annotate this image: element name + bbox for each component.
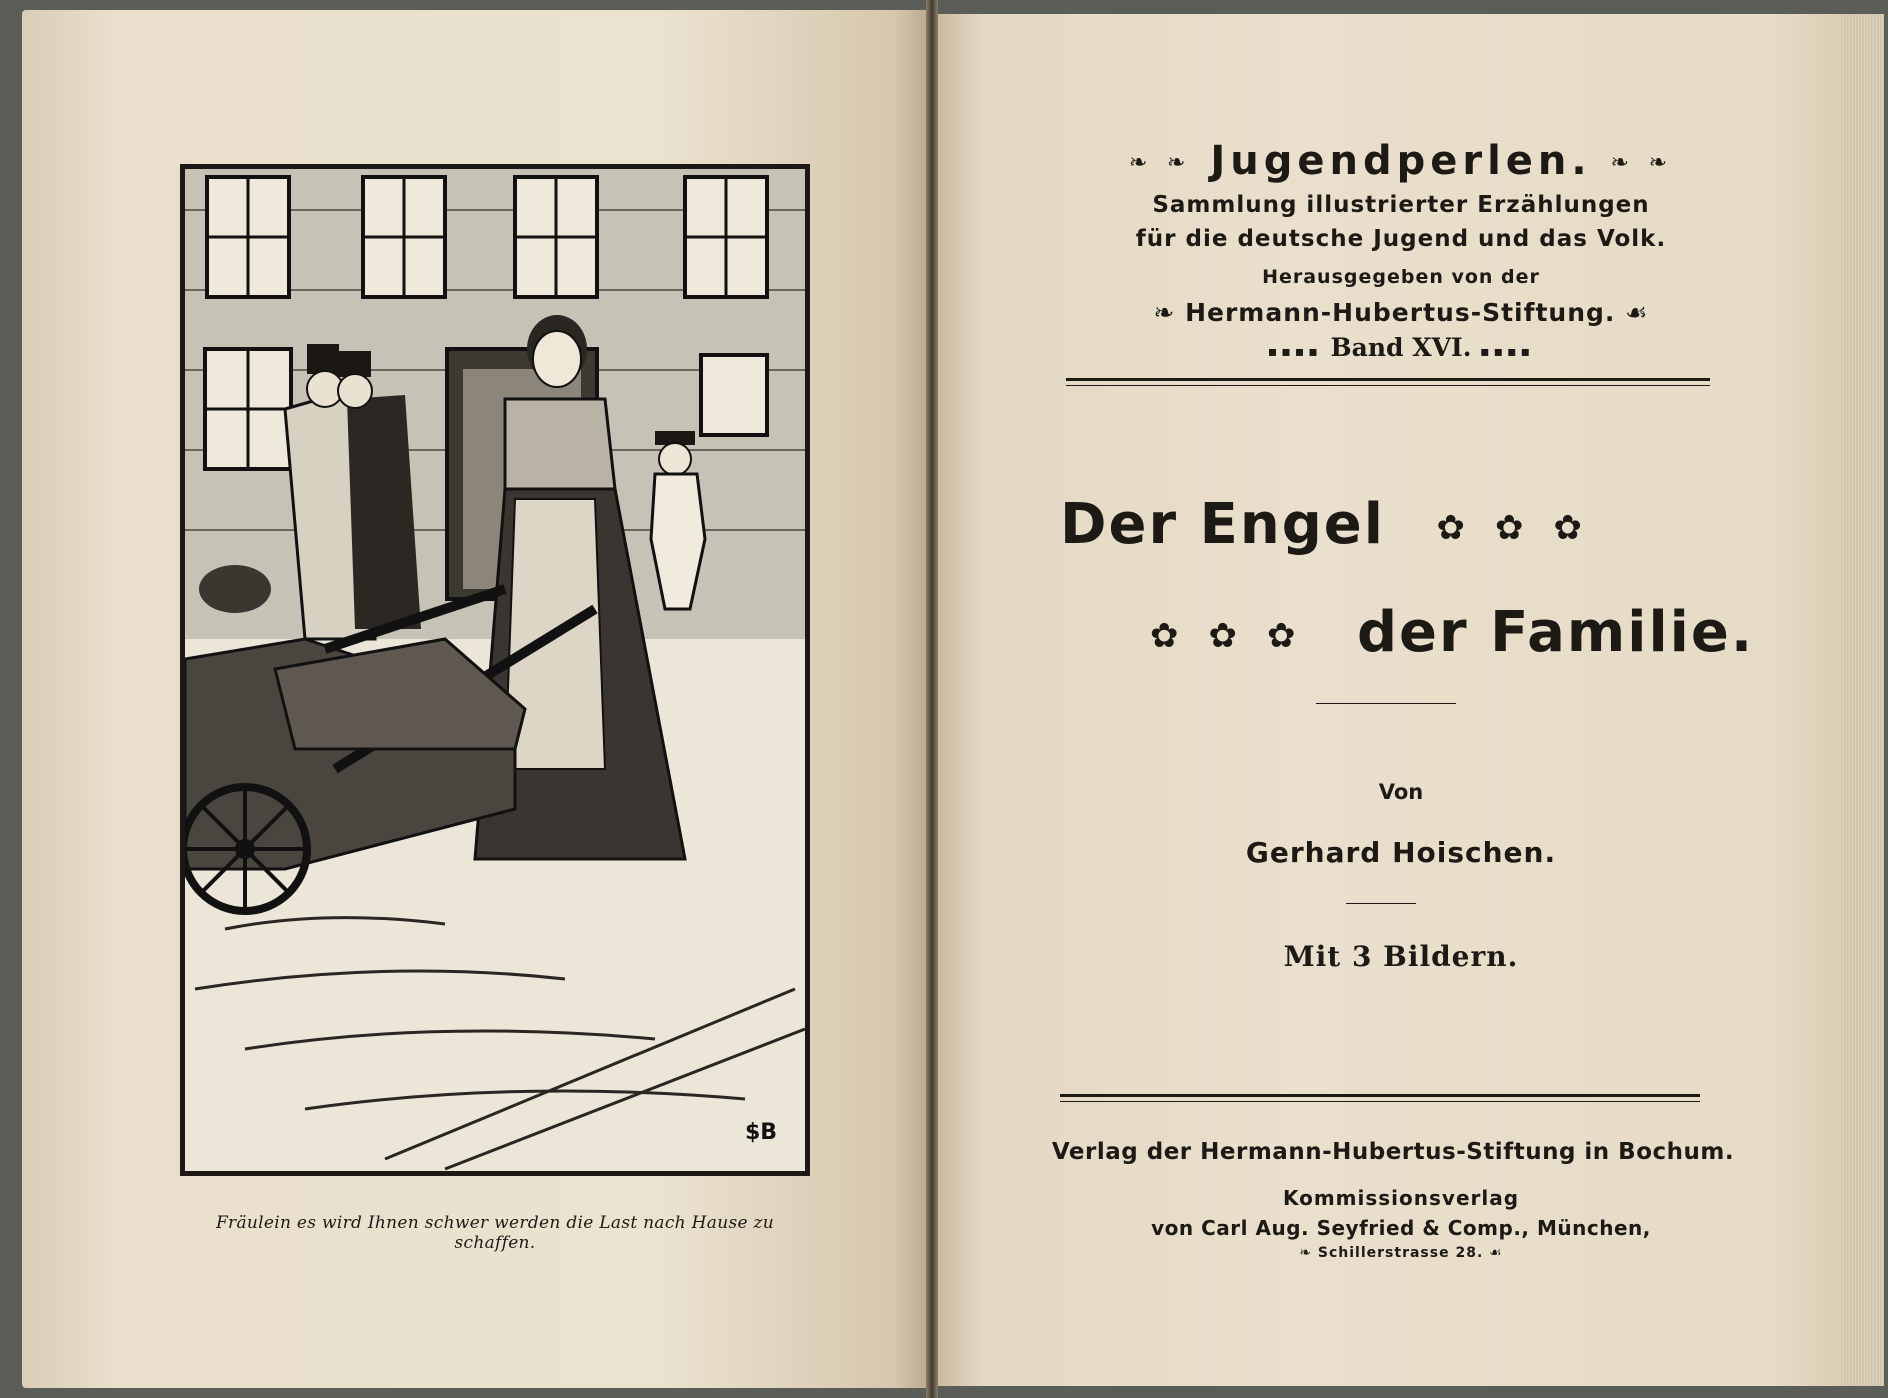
- edited-by: Herausgegeben von der: [1262, 266, 1540, 288]
- title-line1-flowers: ✿✿✿: [1436, 507, 1612, 548]
- book-title-line1: [1060, 492, 1612, 557]
- foundation-ornament-right: ☙: [1625, 298, 1649, 327]
- book-title-line2: [1150, 600, 1754, 665]
- street-line: [1036, 1245, 1766, 1261]
- top-double-rule: [1066, 378, 1710, 386]
- series-title: Jugendperlen.: [1210, 138, 1592, 184]
- author-name: Gerhard Hoischen.: [1245, 836, 1557, 869]
- commission-line: Kommissionsverlag: [1282, 1186, 1520, 1210]
- volume-number: Band XVI.: [1330, 333, 1472, 362]
- series-subtitle-line1: Sammlung illustrierter Erzählungen: [1152, 192, 1650, 218]
- right-page: [936, 14, 1846, 1386]
- page-edges: [1842, 14, 1884, 1386]
- series-title-line: [1036, 138, 1766, 184]
- bottom-double-rule: [1060, 1094, 1700, 1102]
- book-gutter: [926, 0, 938, 1398]
- title-line1-text: Der Engel: [1060, 492, 1385, 557]
- printer-line: von Carl Aug. Seyfried & Comp., München,: [1151, 1216, 1651, 1240]
- author-rule: [1346, 903, 1416, 904]
- series-subtitle-line2: für die deutsche Jugend und das Volk.: [1135, 226, 1667, 252]
- illustration-plate: [180, 164, 810, 1176]
- street-scene-illustration: [185, 169, 805, 1171]
- foundation-name: Hermann-Hubertus-Stiftung.: [1185, 298, 1616, 327]
- pictures-note: Mit 3 Bildern.: [1283, 940, 1519, 973]
- volume-ornament-right: ▪▪▪▪: [1480, 344, 1535, 360]
- foundation-line: [1036, 298, 1766, 327]
- street-ornament-right: ☙: [1489, 1245, 1503, 1261]
- volume-ornament-left: ▪▪▪▪: [1267, 344, 1322, 360]
- publisher-line: Verlag der Hermann-Hubertus-Stiftung in Bochum.: [1051, 1139, 1735, 1165]
- volume-line: [1036, 333, 1766, 362]
- illustration-caption: Fräulein es wird Ihnen schwer werden die Last nach Hause zu schaffen.: [215, 1213, 775, 1253]
- foundation-ornament-left: ❧: [1153, 298, 1176, 327]
- title-line2-text: der Familie.: [1356, 600, 1755, 665]
- series-ornament-left: ❧ ❧: [1128, 150, 1192, 176]
- street-address: Schillerstrasse 28.: [1317, 1245, 1484, 1261]
- title-line2-flowers: ✿✿✿: [1150, 615, 1326, 656]
- series-ornament-right: ❧ ❧: [1610, 150, 1674, 176]
- title-rule: [1316, 703, 1456, 704]
- svg-text:$B: $B: [745, 1120, 778, 1145]
- by-label: Von: [1378, 780, 1424, 804]
- street-ornament-left: ❧: [1299, 1245, 1313, 1261]
